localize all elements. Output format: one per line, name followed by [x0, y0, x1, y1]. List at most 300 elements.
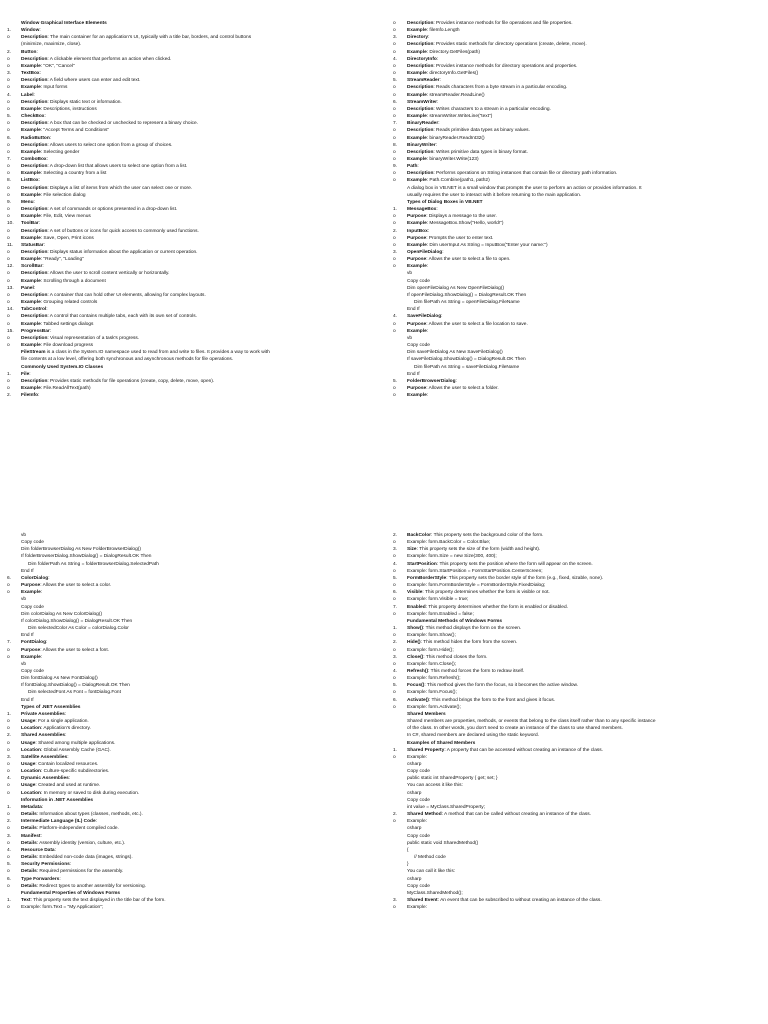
document-line [6, 378, 376, 385]
document-line [6, 127, 376, 134]
term-label: Description [21, 314, 48, 320]
bullet-marker: o [393, 583, 396, 589]
document-line [392, 192, 762, 199]
document-line [6, 156, 376, 163]
bullet-marker: o [393, 71, 396, 77]
line-text: : [436, 207, 438, 213]
line-text: : A container that can hold other UI elements, allowing for complex layouts. [47, 292, 206, 298]
line-text: In C#, shared members are declared using the static keyword. [407, 733, 539, 739]
term-label: SaveFileDialog [407, 314, 442, 320]
line-text: : This method closes the form. [423, 654, 488, 660]
term-label: Purpose [407, 235, 427, 241]
bullet-marker: o [393, 214, 396, 220]
document-line [392, 539, 762, 546]
line-text: : [95, 819, 97, 825]
term-label: Example [407, 221, 427, 227]
line-text: : Input forms [40, 85, 68, 91]
term-label: Information in .NET Assemblies [21, 797, 94, 803]
document-line [392, 156, 762, 163]
document-line [6, 228, 376, 235]
bullet-marker: o [7, 257, 10, 263]
line-text: is a class in the System.IO namespace used to read from and write to files. It provides a way to work with [45, 350, 270, 356]
line-text: : For a single application. [35, 719, 89, 725]
line-text: : Writes primitive data types in binary format. [433, 149, 528, 155]
list-number: 15. [7, 328, 14, 334]
line-text: : Scrolling through a document [40, 278, 106, 284]
term-label: Security Permissions [21, 862, 70, 868]
list-number: 9. [7, 199, 12, 205]
bullet-marker: o [7, 321, 10, 327]
bullet-marker: o [393, 221, 396, 227]
list-number: 2. [393, 640, 398, 646]
line-text: : An event that can be subscribed to without creating an instance of the class. [437, 897, 602, 903]
document-line [6, 192, 376, 199]
bullet-marker: o [7, 378, 10, 384]
term-label: Description [21, 56, 48, 62]
document-line [392, 639, 762, 646]
list-number: 7. [7, 640, 12, 646]
document-line [392, 292, 762, 299]
term-label: Shared Event [407, 897, 438, 903]
line-text: You can call it like this: [407, 869, 456, 875]
line-text: : [41, 804, 44, 810]
line-text: Example: form.Close(); [407, 661, 457, 667]
document-line [392, 77, 762, 84]
bullet-marker: o [7, 128, 10, 134]
line-text: : [417, 164, 419, 170]
list-number: 1. [7, 711, 12, 717]
list-number: 2. [393, 812, 398, 818]
term-label: Window Graphical Interface Elements [21, 21, 107, 26]
line-text: Example: form.Visible = true; [407, 597, 469, 603]
line-text: Copy code [407, 278, 430, 284]
document-line [6, 897, 376, 904]
line-text: : fileInfo.Length [426, 28, 460, 34]
term-label: Types of .NET Assemblies [21, 704, 81, 710]
document-line [6, 70, 376, 77]
document-line [6, 711, 376, 718]
document-line [392, 682, 762, 689]
list-number: 13. [7, 285, 14, 291]
line-text: : [33, 92, 35, 98]
line-text: : Tabbed settings dialogs [40, 321, 94, 327]
term-label: Example [407, 28, 427, 34]
document-line [6, 847, 376, 854]
term-label: StatusBar [21, 242, 44, 248]
term-label: Description [21, 164, 48, 170]
bullet-marker: o [393, 661, 396, 667]
line-text: : Grouping related controls [40, 300, 98, 306]
document-line [6, 632, 376, 639]
document-line [392, 378, 762, 385]
term-label: Description [21, 292, 48, 298]
document-line [6, 761, 376, 768]
bullet-marker: o [7, 335, 10, 341]
document-line [392, 568, 762, 575]
line-text: : Provides instance methods for file operations and file properties. [433, 21, 573, 26]
document-line [392, 177, 762, 184]
list-number: 2. [393, 533, 398, 538]
document-line [6, 596, 376, 603]
document-line [6, 589, 376, 596]
term-label: FileStream [21, 350, 46, 356]
document-line [6, 99, 376, 106]
term-label: File [21, 371, 30, 377]
document-line [6, 782, 376, 789]
term-label: StartPosition [407, 561, 437, 567]
bullet-marker: o [7, 250, 10, 255]
term-label: Example [21, 235, 41, 241]
term-label: Details [21, 826, 37, 832]
line-text: : This property sets the text displayed in the title bar of the form. [30, 897, 166, 903]
bullet-marker: o [393, 597, 396, 603]
document-line [392, 825, 762, 832]
term-label: Intermediate Language (IL) Code [21, 819, 96, 825]
bullet-marker: o [393, 178, 396, 184]
term-label: OpenFileDialog [407, 250, 443, 255]
line-text: : This property sets the background color of the form. [431, 533, 544, 538]
document-line [392, 782, 762, 789]
line-text: : [441, 314, 443, 320]
bullet-marker: o [7, 647, 10, 653]
term-label: Satellite Assemblies [21, 754, 68, 760]
section-heading [392, 199, 762, 206]
document-line [392, 392, 762, 399]
term-label: Description [21, 99, 48, 105]
term-label: Example [21, 343, 41, 349]
term-label: Example [21, 128, 41, 134]
document-line [392, 704, 762, 711]
term-label: Focus() [407, 683, 425, 689]
bullet-marker: o [7, 292, 10, 298]
term-label: Purpose [407, 214, 427, 220]
bullet-marker: o [7, 783, 10, 789]
term-label: Text [21, 897, 31, 903]
document-line [6, 625, 376, 632]
line-text: : Selecting a country from a list [40, 171, 107, 177]
bullet-marker: o [7, 769, 10, 775]
bullet-marker: o [393, 554, 396, 560]
term-label: Usage [21, 740, 36, 746]
term-label: Description [21, 228, 48, 234]
document-line [392, 596, 762, 603]
term-label: Example [407, 264, 427, 270]
line-text: : A method that can be called without creating an instance of the class. [441, 812, 591, 818]
document-line [6, 163, 376, 170]
line-text: : [435, 142, 438, 148]
line-text: : [38, 221, 41, 227]
bullet-marker: o [393, 128, 396, 134]
line-text: vb [407, 335, 413, 341]
document-line [392, 285, 762, 292]
line-text: If fontDialog.ShowDialog() = DialogResult.OK Then [21, 683, 130, 689]
bullet-marker: o [7, 164, 10, 170]
document-line [392, 70, 762, 77]
document-line [6, 285, 376, 292]
line-text: : [426, 393, 429, 399]
bullet-marker: o [7, 762, 10, 767]
section-heading [6, 704, 376, 711]
term-label: Example [21, 192, 41, 198]
line-text: : [33, 199, 35, 205]
document-line [6, 804, 376, 811]
page-2-left-column [6, 532, 376, 911]
line-text: : Reads primitive data types as binary values. [433, 128, 530, 134]
document-line [392, 256, 762, 263]
term-label: Enabled [407, 604, 426, 610]
list-number: 1. [393, 207, 398, 213]
document-line [6, 904, 376, 911]
line-text: Copy code [407, 769, 430, 775]
term-label: Window [21, 28, 40, 34]
term-label: Description [21, 35, 48, 41]
document-line [6, 754, 376, 761]
document-line [6, 371, 376, 378]
list-number: 2. [7, 49, 12, 55]
line-text: : [40, 654, 43, 660]
bullet-marker: o [7, 63, 10, 69]
line-text: : A box that can be checked or unchecked to represent a binary choice. [47, 121, 199, 127]
line-text: : This method brings the form to the front and gives it focus. [428, 697, 556, 703]
section-heading [6, 364, 376, 371]
term-label: Description [21, 335, 48, 341]
line-text: : [46, 640, 48, 646]
line-text: csharp [407, 790, 422, 796]
document-line [6, 790, 376, 797]
term-label: Example [407, 92, 427, 98]
line-text: Example: form.Show(); [407, 633, 456, 639]
document-line [6, 725, 376, 732]
bullet-marker: o [7, 726, 10, 732]
document-line [392, 63, 762, 70]
line-text: End If [21, 568, 34, 574]
term-label: TextBox [21, 71, 40, 77]
document-line [6, 278, 376, 285]
bullet-marker: o [7, 840, 10, 846]
bullet-marker: o [393, 690, 396, 696]
document-line [392, 532, 762, 539]
term-label: Purpose [21, 647, 41, 653]
document-line [392, 220, 762, 227]
term-label: Description [407, 149, 434, 155]
document-line [392, 170, 762, 177]
line-text: Example: form.Refresh(); [407, 676, 461, 682]
list-number: 3. [7, 754, 12, 760]
term-label: Description [21, 207, 48, 213]
list-number: 3. [393, 547, 398, 553]
bullet-marker: o [7, 207, 10, 213]
document-line [392, 718, 762, 725]
term-label: Shared Members [407, 711, 446, 717]
document-line [392, 632, 762, 639]
document-line [6, 689, 376, 696]
document-line [392, 675, 762, 682]
line-text: csharp [407, 762, 422, 767]
term-label: Manifest [21, 833, 41, 839]
bullet-marker: o [7, 235, 10, 241]
line-text: : [42, 264, 44, 270]
list-number: 1. [7, 371, 12, 377]
document-line [6, 883, 376, 890]
term-label: Description [21, 378, 48, 384]
bullet-marker: o [7, 35, 10, 41]
term-label: Activate() [407, 697, 429, 703]
document-line [392, 725, 762, 732]
bullet-marker: o [393, 264, 396, 270]
document-line [392, 342, 762, 349]
line-text: : Provides static methods for directory operations (create, delete, move). [433, 42, 587, 48]
bullet-marker: o [7, 271, 10, 277]
line-text: csharp [407, 876, 422, 882]
document-line [392, 263, 762, 270]
line-text: : Save, Open, Print icons [40, 235, 94, 241]
line-text: : directoryInfo.GetFiles() [426, 71, 479, 77]
line-text: of the class. In other words, you don't need to create an instance of the class to use shared members. [407, 726, 623, 732]
term-label: Visible [407, 590, 423, 596]
line-text: Copy code [407, 797, 430, 803]
line-text: : [49, 135, 52, 141]
term-label: TabControl [21, 307, 47, 313]
bullet-marker: o [393, 63, 396, 69]
page-2-right-column [392, 532, 762, 911]
term-label: Metadata [21, 804, 42, 810]
document-line [6, 539, 376, 546]
bullet-marker: o [393, 106, 396, 112]
line-text: Example: form.Activate(); [407, 704, 461, 710]
document-line [6, 34, 376, 41]
line-text: : Displays status information about the application or current operation. [47, 250, 198, 255]
document-line [6, 41, 376, 48]
line-text: : This property determines whether the form is enabled or disabled. [425, 604, 568, 610]
document-line [6, 747, 376, 754]
document-line [6, 135, 376, 142]
bullet-marker: o [393, 540, 396, 546]
term-label: StreamReader [407, 78, 440, 84]
document-line [6, 120, 376, 127]
document-line [392, 553, 762, 560]
list-number: 1. [7, 28, 12, 34]
term-label: Example [21, 214, 41, 220]
line-text: vb [407, 271, 413, 277]
line-text: : Allows the user to select a color. [40, 583, 112, 589]
line-text: : [44, 114, 46, 120]
line-text: : The main container for an application's UI, typically with a title bar, borders, and control buttons [47, 35, 252, 41]
document-line [392, 135, 762, 142]
term-label: Example [407, 114, 427, 120]
line-text: : [39, 71, 41, 77]
bullet-marker: o [7, 185, 10, 191]
line-text: Example: [407, 819, 427, 825]
line-text: Example: form.Focus(); [407, 690, 457, 696]
line-text: : A clickable element that performs an action when clicked. [47, 56, 172, 62]
list-number: 5. [393, 575, 398, 581]
document-page-2 [0, 512, 768, 1024]
list-number: 3. [393, 35, 398, 41]
term-label: ToolBar [21, 221, 39, 227]
term-label: Shared Property [407, 747, 445, 753]
bullet-marker: o [7, 171, 10, 177]
line-text: : binaryReader.ReadInt32() [426, 135, 485, 141]
list-number: 5. [393, 378, 398, 384]
term-label: Example [407, 393, 427, 399]
term-label: Size [407, 547, 417, 553]
bullet-marker: o [7, 314, 10, 320]
line-text: Example: form.Text = "My Application"; [21, 905, 104, 911]
section-heading [392, 740, 762, 747]
document-line [6, 661, 376, 668]
bullet-marker: o [7, 812, 10, 818]
term-label: Panel [21, 285, 34, 291]
bullet-marker: o [393, 328, 396, 334]
bullet-marker: o [393, 385, 396, 391]
document-line [6, 199, 376, 206]
line-text: : Global Assembly Cache (GAC). [41, 747, 111, 753]
line-text: : [437, 99, 439, 105]
bullet-marker: o [7, 855, 10, 861]
list-number: 1. [393, 747, 398, 753]
bullet-marker: o [393, 257, 396, 263]
document-line [392, 185, 762, 192]
document-line [392, 754, 762, 761]
bullet-marker: o [393, 92, 396, 98]
line-text: : [428, 35, 430, 41]
line-text: : Provides static methods for file operations (create, copy, delete, move, open). [47, 378, 215, 384]
line-text: : "Accept Terms and Conditions" [40, 128, 110, 134]
line-text: Example: form.FormBorderStyle = FormBorderStyle.FixedDialog; [407, 583, 546, 589]
term-label: Example [21, 300, 41, 306]
bullet-marker: o [7, 719, 10, 725]
line-text: usually requires the user to interact with it before returning to the main application. [407, 192, 582, 198]
bullet-marker: o [7, 85, 10, 91]
list-number: 4. [7, 92, 12, 98]
term-label: FormBorderStyle [407, 575, 447, 581]
document-line [6, 854, 376, 861]
document-line [392, 278, 762, 285]
term-label: Show() [407, 626, 423, 632]
term-label: Location [21, 790, 41, 796]
section-heading [6, 20, 376, 27]
list-number: 4. [393, 561, 398, 567]
list-number: 6. [7, 876, 12, 882]
section-heading [6, 890, 376, 897]
document-line [6, 84, 376, 91]
term-label: Example [407, 242, 427, 248]
line-text: : Allows users to select one option from a group of choices. [47, 142, 173, 148]
document-line [6, 77, 376, 84]
document-line [6, 647, 376, 654]
document-line [6, 833, 376, 840]
line-text: csharp [407, 826, 422, 832]
section-heading [6, 797, 376, 804]
document-line [392, 689, 762, 696]
term-label: Directory [407, 35, 429, 41]
term-label: Example [21, 321, 41, 327]
line-text: : Assembly identity (version, culture, etc.). [36, 840, 126, 846]
term-label: Example [407, 178, 427, 184]
document-line [6, 385, 376, 392]
document-line [6, 553, 376, 560]
line-text: : Dim userInput As String = InputBox("Enter your name:") [426, 242, 548, 248]
line-text: Dim selectedFont As Font = fontDialog.Font [28, 690, 121, 696]
document-line [6, 206, 376, 213]
document-line [6, 185, 376, 192]
bullet-marker: o [7, 883, 10, 889]
line-text: : This method forces the form to redraw itself. [428, 668, 525, 674]
line-text: : MessageBox.Show("Hello, world!") [426, 221, 504, 227]
line-text: : Application's directory. [41, 726, 91, 732]
line-text: If saveFileDialog.ShowDialog() = DialogResult.OK Then [407, 357, 526, 363]
document-line [392, 582, 762, 589]
